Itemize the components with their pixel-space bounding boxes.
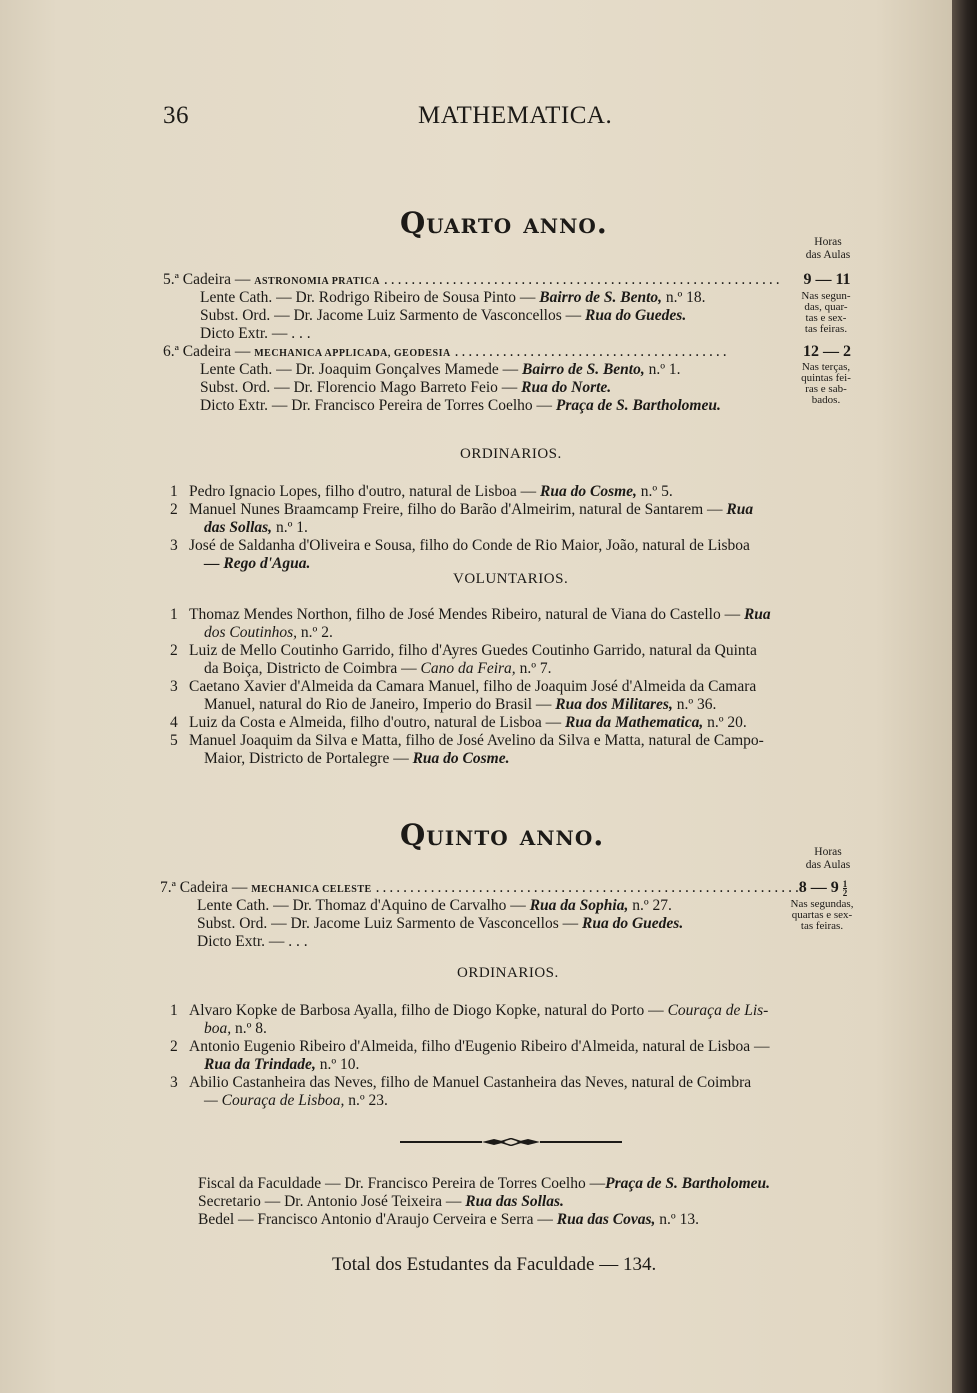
- chair-7-subst: [197, 915, 683, 933]
- chair-7-days: [782, 899, 862, 932]
- official-number: n.º 13.: [655, 1211, 699, 1228]
- lente-name: Lente Cath. — Dr. Joaquim Gonçalves Mamede —: [200, 361, 519, 378]
- chair-6-hours: 12 — 2: [803, 343, 851, 360]
- chair-6-subst: [200, 379, 611, 397]
- official-name: Secretario — Dr. Antonio José Teixeira —: [198, 1193, 462, 1210]
- chair-7-lente: [197, 897, 672, 915]
- item-address: Rua dos Militares,: [555, 696, 673, 713]
- item-number: 2: [170, 642, 178, 659]
- item-number: 3: [170, 537, 178, 554]
- horas-label: Horas: [814, 846, 842, 858]
- item-number: 4: [170, 714, 178, 731]
- days-line: das, quar-: [804, 301, 848, 313]
- lente-name: Lente Cath. — Dr. Thomaz d'Aquino de Carvalho —: [197, 897, 526, 914]
- item-number-text: n.º 23.: [344, 1092, 388, 1109]
- item-text: da Boiça, Districto de Coimbra —: [204, 660, 417, 677]
- official-secretario: [198, 1193, 564, 1211]
- chair-label: 7.ª Cadeira —: [160, 879, 248, 896]
- item-number: 1: [170, 1002, 178, 1019]
- list-item: [170, 1002, 860, 1038]
- official-fiscal: [198, 1175, 770, 1193]
- quarto-anno-title: Quarto anno.: [400, 206, 608, 240]
- dicto-name: Dicto Extr. — Dr. Francisco Pereira de Torres Coelho —: [200, 397, 553, 414]
- list-item: [170, 714, 860, 732]
- item-text: Thomaz Mendes Northon, filho de José Mendes Ribeiro, natural de Viana do Castello —: [189, 606, 741, 623]
- lente-address: Bairro de S. Bento,: [539, 289, 662, 306]
- lente-address: Bairro de S. Bento,: [521, 361, 645, 378]
- chair-6-line: [163, 343, 730, 363]
- horas-label: Horas: [814, 236, 842, 248]
- days-line: Nas terças,: [801, 361, 851, 373]
- list-item: [170, 642, 860, 678]
- voluntarios-heading: VOLUNTARIOS.: [453, 571, 569, 587]
- official-address: Rua das Covas,: [556, 1211, 656, 1228]
- chair-subject: ASTRONOMIA PRATICA: [254, 276, 381, 287]
- item-number-text: n.º 2.: [297, 624, 333, 641]
- item-number-text: n.º 7.: [515, 660, 552, 677]
- item-address: Cano da Feira,: [420, 660, 516, 677]
- list-item: [170, 537, 860, 573]
- item-address: boa,: [204, 1020, 232, 1037]
- ordinarios-heading: ORDINARIOS.: [460, 446, 562, 462]
- chair-5-hours: 9 — 11: [803, 271, 851, 288]
- subst-name: Subst. Ord. — Dr. Florencio Mago Barreto Feio —: [200, 379, 518, 396]
- days-line: Nas segun-: [801, 290, 851, 302]
- list-item: [170, 483, 860, 501]
- total-students: Total dos Estudantes da Faculdade — 134.: [332, 1254, 657, 1275]
- days-line: quintas fei-: [801, 372, 851, 384]
- item-number: 3: [170, 1074, 178, 1091]
- chair-7-dicto: Dicto Extr. — . . .: [197, 933, 308, 950]
- item-address: Couraça de Lis-: [667, 1002, 769, 1019]
- item-text: Pedro Ignacio Lopes, filho d'outro, natural de Lisboa —: [189, 483, 537, 500]
- chair-5-days: [790, 291, 862, 335]
- days-line: tas e sex-: [805, 312, 847, 324]
- list-item: [170, 1038, 860, 1074]
- official-name: Fiscal da Faculdade — Dr. Francisco Pereira de Torres Coelho —: [198, 1175, 606, 1192]
- page-number: 36: [163, 102, 189, 129]
- item-number-text: n.º 10.: [315, 1056, 360, 1073]
- chair-subject: MECHANICA APPLICADA, GEODESIA: [254, 348, 451, 359]
- list-item: [170, 606, 860, 642]
- item-address: — Couraça de Lisboa,: [204, 1092, 345, 1109]
- days-line: Nas segundas,: [790, 898, 854, 910]
- official-bedel: [198, 1211, 699, 1229]
- item-text: Maior, Districto de Portalegre —: [204, 750, 409, 767]
- fraction-denominator: 2: [842, 887, 848, 898]
- item-text: Manuel, natural do Rio de Janeiro, Imperio do Brasil —: [204, 696, 552, 713]
- official-address: Praça de S. Bartholomeu.: [605, 1175, 771, 1192]
- subst-address: Rua do Guedes.: [582, 915, 684, 932]
- item-address: dos Coutinhos,: [204, 624, 298, 641]
- chair-5-subst: [200, 307, 686, 325]
- lente-number: n.º 27.: [628, 897, 672, 914]
- chair-7-line: [160, 879, 802, 899]
- das-aulas-label: das Aulas: [805, 859, 851, 871]
- horas-header: [798, 846, 858, 872]
- item-address: das Sollas,: [204, 519, 273, 536]
- item-text: Luiz de Mello Coutinho Garrido, filho d'Ayres Guedes Coutinho Garrido, natural da Quinta: [189, 642, 757, 659]
- item-text: Luiz da Costa e Almeida, filho d'outro, natural de Lisboa —: [189, 714, 562, 731]
- list-item: [170, 501, 860, 537]
- item-number-text: n.º 20.: [703, 714, 747, 731]
- subst-address: Rua do Guedes.: [585, 307, 687, 324]
- chair-6-days: [790, 362, 862, 406]
- list-item: [170, 732, 860, 768]
- item-address: Rua: [743, 606, 771, 623]
- item-number-text: n.º 1.: [272, 519, 308, 536]
- chair-subject: MECHANICA CELESTE: [251, 884, 372, 895]
- days-line: ras e sab-: [805, 383, 847, 395]
- dicto-address: Praça de S. Bartholomeu.: [555, 397, 721, 414]
- item-address: Rua da Mathematica,: [565, 714, 704, 731]
- official-name: Bedel — Francisco Antonio d'Araujo Cerveira e Serra —: [198, 1211, 553, 1228]
- official-address: Rua das Sollas.: [465, 1193, 564, 1210]
- list-item: [170, 678, 860, 714]
- item-number-text: n.º 36.: [672, 696, 717, 713]
- leader-dots: ........................................: [454, 343, 730, 360]
- quinto-anno-title: Quinto anno.: [400, 818, 605, 852]
- item-text: Antonio Eugenio Ribeiro d'Almeida, filho d'Eugenio Ribeiro d'Almeida, natural de Lisboa —: [189, 1038, 770, 1055]
- chair-5-line: [163, 271, 783, 291]
- hours-text: 8 — 9: [798, 879, 839, 896]
- lente-name: Lente Cath. — Dr. Rodrigo Ribeiro de Sousa Pinto —: [200, 289, 536, 306]
- item-number: 2: [170, 501, 178, 518]
- item-number: 2: [170, 1038, 178, 1055]
- fraction-numerator: 1: [842, 878, 848, 889]
- chair-6-lente: [200, 361, 681, 379]
- lente-number: n.º 18.: [662, 289, 706, 306]
- hours-fraction: [843, 880, 848, 897]
- item-address: Rua: [726, 501, 754, 518]
- subst-address: Rua do Norte.: [521, 379, 612, 396]
- page-edge: [952, 0, 977, 1393]
- ordinarios-heading: ORDINARIOS.: [457, 965, 559, 981]
- lente-number: n.º 1.: [644, 361, 681, 378]
- das-aulas-label: das Aulas: [805, 249, 851, 261]
- days-line: tas feiras.: [804, 323, 848, 335]
- item-text: Manuel Nunes Braamcamp Freire, filho do Barão d'Almeirim, natural de Santarem —: [189, 501, 723, 518]
- days-line: tas feiras.: [800, 920, 844, 932]
- subst-name: Subst. Ord. — Dr. Jacome Luiz Sarmento de Vasconcellos —: [200, 307, 582, 324]
- subst-name: Subst. Ord. — Dr. Jacome Luiz Sarmento de Vasconcellos —: [197, 915, 579, 932]
- days-line: quartas e sex-: [791, 909, 853, 921]
- item-number: 1: [170, 606, 178, 623]
- chair-6-dicto: [200, 397, 721, 415]
- days-line: bados.: [811, 394, 841, 406]
- item-text: Abilio Castanheira das Neves, filho de Manuel Castanheira das Neves, natural de Coimbra: [189, 1074, 752, 1091]
- item-text: Manuel Joaquim da Silva e Matta, filho de José Avelino da Silva e Matta, natural de Campo-: [189, 732, 764, 749]
- item-text: Caetano Xavier d'Almeida da Camara Manuel, filho de Joaquim José d'Almeida da Camara: [189, 678, 757, 695]
- item-address: Rua do Cosme,: [540, 483, 637, 500]
- item-address: — Rego d'Agua.: [204, 555, 311, 572]
- horas-header: [798, 236, 858, 262]
- chair-5-dicto: Dicto Extr. — . . .: [200, 325, 311, 342]
- item-number: 1: [170, 483, 178, 500]
- item-text: José de Saldanha d'Oliveira e Sousa, filho do Conde de Rio Maior, João, natural de Lisboa: [189, 537, 750, 554]
- item-number-text: n.º 8.: [231, 1020, 267, 1037]
- chair-label: 5.ª Cadeira —: [163, 271, 251, 288]
- chair-7-hours: [790, 879, 856, 897]
- leader-dots: ..............................................................: [375, 879, 802, 896]
- item-number-text: n.º 5.: [636, 483, 673, 500]
- running-title: MATHEMATICA.: [418, 102, 613, 129]
- leader-dots: ..........................................................: [383, 271, 783, 288]
- list-item: [170, 1074, 860, 1110]
- item-address: Rua da Trindade,: [204, 1056, 316, 1073]
- item-number: 3: [170, 678, 178, 695]
- item-number: 5: [170, 732, 178, 749]
- chair-label: 6.ª Cadeira —: [163, 343, 251, 360]
- ornament-rule: [400, 1138, 622, 1146]
- item-text: Alvaro Kopke de Barbosa Ayalla, filho de Diogo Kopke, natural do Porto —: [189, 1002, 664, 1019]
- lente-address: Rua da Sophia,: [529, 897, 629, 914]
- item-address: Rua do Cosme.: [412, 750, 510, 767]
- chair-5-lente: [200, 289, 706, 307]
